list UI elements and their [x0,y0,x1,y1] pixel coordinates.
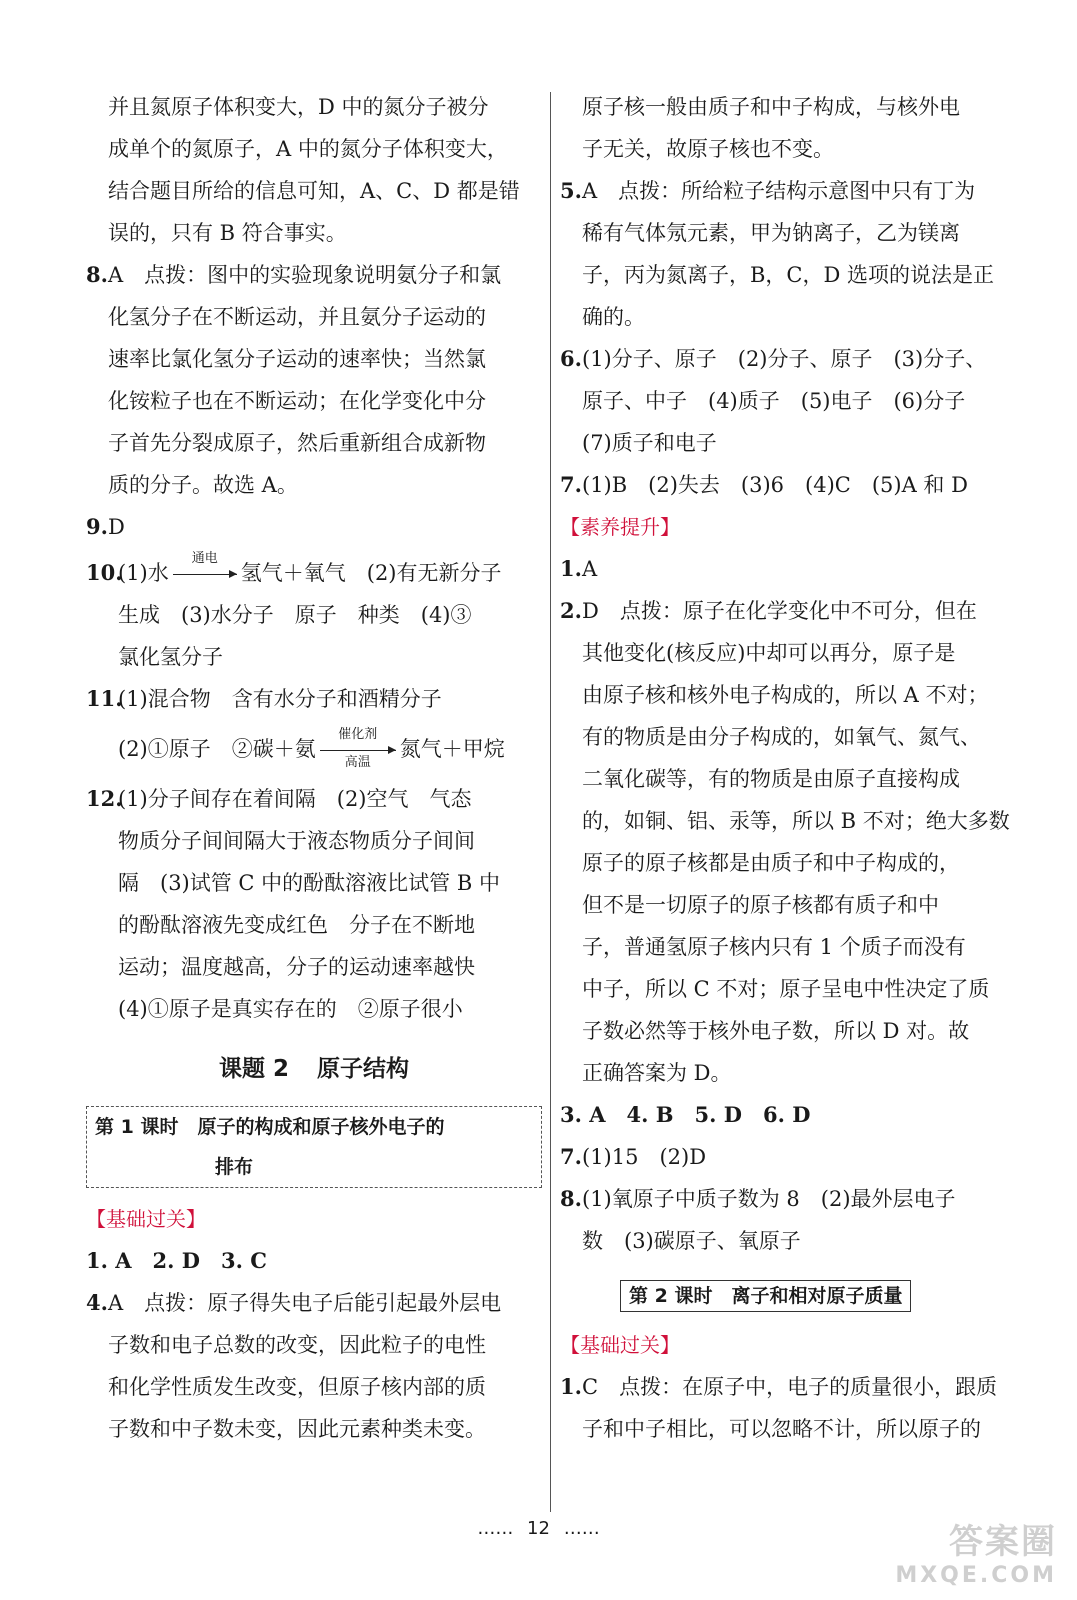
text-line: 化氢分子在不断运动，并且氨分子运动的 [108,305,486,329]
answer-number: 11. [86,686,123,711]
text-line: 的酚酞溶液先变成红色 分子在不断地 [118,913,475,937]
answer-number: 8. [560,1186,582,1211]
column-divider [550,92,551,1512]
reaction-condition: 高温 [344,754,371,770]
reaction-arrow-icon [320,726,396,770]
page-number: 12 [527,1518,550,1539]
q4-continuation [560,86,1030,170]
reaction-arrow-icon [173,550,237,590]
text-line: 但不是一切原子的原子核都有质子和中 [582,893,939,917]
lesson-period-box: 第 2 课时 离子和相对原子质量 [620,1280,911,1312]
text-line: 原子核一般由质子和中子构成，与核外电 [582,95,960,119]
answer-6 [560,338,1030,464]
footer-dots: …… [477,1518,514,1539]
text-line [108,728,542,770]
text-line: 正确答案为 D。 [582,1061,732,1085]
text-line: 数 (3)碳原子、氧原子 [582,1229,801,1253]
answer-head [108,552,542,594]
text-line: 原子的原子核都是由质子和中子构成的， [582,851,960,875]
text-line: 子和中子相比，可以忽略不计，所以原子的 [582,1417,981,1441]
section-heading: 【基础过关】 [86,1207,206,1231]
text-line: (7)质子和电子 [582,431,717,455]
text-line: 化铵粒子也在不断运动；在化学变化中分 [108,389,486,413]
text-line: 运动；温度越高，分子的运动速率越快 [118,955,475,979]
text-line: 其他变化(核反应)中却可以再分，原子是 [582,641,956,665]
answer-number: 8. [86,262,108,287]
answer-number: 2. [560,598,582,623]
answer-head: (1)混合物 含有水分子和酒精分子 [118,687,442,711]
reaction-reactant: (2)①原子 ②碳＋氨 [118,737,316,761]
reaction-product: 氢气＋氧气 (2)有无新分子 [240,561,502,585]
answer-text: (1)B (2)失去 (3)6 (4)C (5)A 和 D [582,473,968,497]
answer-number: 1. [560,556,582,581]
answer-head: (1)分子间存在着间隔 (2)空气 气态 [118,787,472,811]
text-line: 物质分子间间隔大于液态物质分子间间 [118,829,475,853]
text-line: 子，丙为氮离子，B，C，D 选项的说法是正 [582,263,995,287]
answer-number: 7. [560,1144,582,1169]
watermark-url: MXQE.COM [895,1563,1057,1588]
watermark-text: 答案圈 [949,1522,1057,1562]
answer-text: D [108,515,125,539]
footer-dots: …… [563,1518,600,1539]
answer-number: 12. [86,786,123,811]
lesson-number: 课题 2 [218,1056,289,1082]
text-line: 子首先分裂成原子，然后重新组合成新物 [108,431,486,455]
text-line: 并且氮原子体积变大，D 中的氮分子被分 [108,95,489,119]
improve-answer-7 [560,1136,1030,1178]
text-line: 原子、中子 (4)质子 (5)电子 (6)分子 [582,389,966,413]
answer-head: (1)分子、原子 (2)分子、原子 (3)分子、 [582,347,987,371]
text-line: 的，如铜、铝、汞等，所以 B 不对；绝大多数 [582,809,1010,833]
lesson-title [86,1048,542,1090]
answer-head: A 点拨：原子得失电子后能引起最外层电 [108,1291,502,1315]
answer-number: 6. [560,346,582,371]
q7-continuation [86,86,542,254]
answer-head: A 点拨：图中的实验现象说明氨分子和氯 [108,263,502,287]
right-column [560,86,1030,1450]
answer-12 [86,778,542,1030]
lesson-period-box [86,1106,542,1188]
answer-number: 10. [86,560,123,585]
improve-answer-1 [560,548,1030,590]
answer-11 [86,678,542,770]
text-line: 和化学性质发生改变，但原子核内部的质 [108,1375,486,1399]
answer-5 [560,170,1030,338]
text-line: 确的。 [582,305,645,329]
text-line: (4)①原子是真实存在的 ②原子很小 [118,997,463,1021]
text-line: 速率比氯化氢分子运动的速率快；当然氯 [108,347,486,371]
answer-8 [86,254,542,506]
answer-7 [560,464,1030,506]
improve-answer-8 [560,1178,1030,1262]
text-line: 子数和中子数未变，因此元素种类未变。 [108,1417,486,1441]
text-line: 二氧化碳等，有的物质是由原子直接构成 [582,767,960,791]
text-line: 成单个的氮原子，A 中的氮分子体积变大， [108,137,508,161]
reaction-reactant: (1)水 [118,561,169,585]
answer-head: (1)氧原子中质子数为 8 (2)最外层电子 [582,1187,956,1211]
improve-answers-3-6: 3. A 4. B 5. D 6. D [560,1102,811,1127]
text-line: 由原子核和核外电子构成的，所以 A 不对； [582,683,989,707]
answers-1-3: 1. A 2. D 3. C [86,1248,267,1273]
reaction-condition: 催化剂 [338,726,378,742]
lesson-period-title-cont: 排布 [215,1156,254,1178]
text-line: 质的分子。故选 A。 [108,473,298,497]
answer-number: 4. [86,1290,108,1315]
left-column [86,86,542,1450]
answer-4 [86,1282,542,1450]
answer-10 [86,552,542,678]
answer-head: D 点拨：原子在化学变化中不可分，但在 [582,599,977,623]
text-line: 有的物质是由分子构成的，如氧气、氮气、 [582,725,981,749]
basic-answer-1 [560,1366,1030,1450]
lesson-name: 原子结构 [317,1056,409,1082]
section-heading: 【素养提升】 [560,515,680,539]
lesson-period-title: 第 1 课时 原子的构成和原子核外电子的 [95,1116,445,1138]
reaction-condition: 通电 [191,550,218,566]
text-line: 生成 (3)水分子 原子 种类 (4)③ [118,603,472,627]
answer-text: A [582,557,598,581]
answer-number: 1. [560,1374,582,1399]
section-heading: 【基础过关】 [560,1333,680,1357]
text-line: 中子，所以 C 不对；原子呈电中性决定了质 [582,977,990,1001]
answer-number: 9. [86,514,108,539]
answer-9 [86,506,542,548]
answer-text: (1)15 (2)D [582,1145,707,1169]
improve-answer-2 [560,590,1030,1094]
answer-number: 5. [560,178,582,203]
text-line: 氯化氢分子 [118,645,223,669]
text-line: 子数和电子总数的改变，因此粒子的电性 [108,1333,486,1357]
answer-number: 7. [560,472,582,497]
answer-head: C 点拨：在原子中，电子的质量很小，跟质 [582,1375,998,1399]
text-line: 结合题目所给的信息可知，A、C、D 都是错 [108,179,520,203]
text-line: 隔 (3)试管 C 中的酚酞溶液比试管 B 中 [118,871,500,895]
text-line: 子无关，故原子核也不变。 [582,137,834,161]
reaction-product: 氮气＋甲烷 [399,737,505,761]
text-line: 稀有气体氖元素，甲为钠离子，乙为镁离 [582,221,960,245]
text-line: 误的，只有 B 符合事实。 [108,221,347,245]
text-line: 子，普通氢原子核内只有 1 个质子而没有 [582,935,966,959]
watermark-logo [895,1514,1057,1588]
text-line: 子数必然等于核外电子数，所以 D 对。故 [582,1019,970,1043]
answer-head: A 点拨：所给粒子结构示意图中只有丁为 [582,179,976,203]
